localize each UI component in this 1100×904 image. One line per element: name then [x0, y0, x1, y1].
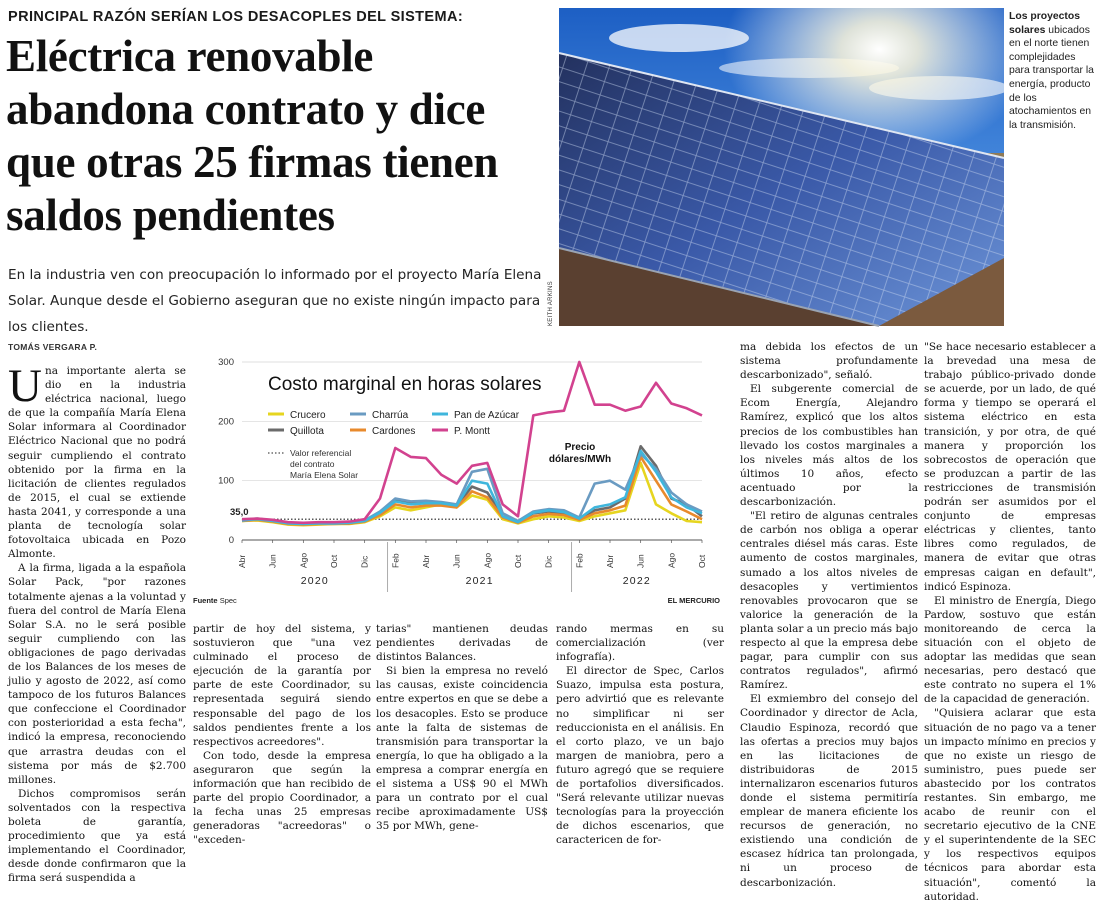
body-column-2 — [193, 622, 371, 848]
legend-label: Charrúa — [372, 410, 409, 421]
paragraph: A la firma, ligada a la española Solar Pack, "por razones totalmente ajenas a la voluntad y fuera del control de María Elena Solar S.A. no le será posible seguir cumpliendo con las obligaciones de pago derivadas de los Balances de los meses de julio y agosto de 2022, así como tampoco de los futuros Balances que confeccione el Coordinador con posterioridad a esta fecha", indicó la empresa, reconociendo que arrastra deudas con el sistema por más de $2.700 millones. — [8, 562, 186, 786]
paragraph: "El retiro de algunas centrales de carbón nos obliga a operar centrales diésel más caras. Este aumento de costos marginales, sumado a los altos niveles de desacoples y vertimientos renovables provocaron que se valorice la generación de la planta solar a un precio más bajo respecto al que la empresa debe pagar, para cumplir con sus contratos regulados", afirmó Ramírez. — [740, 510, 918, 692]
y-tick-label: 200 — [218, 416, 234, 428]
x-tick-label: Jun — [451, 554, 462, 568]
drop-cap: U — [8, 360, 42, 412]
x-tick-label: Dic — [359, 555, 370, 568]
paragraph: Una importante alerta se dio en la industria eléctrica nacional, luego de que la compañía María Elena Solar informara al Coordinador Eléctrico Nacional que no podrá seguir cumpliendo el contrato obtenido por la firma en la licitación de clientes regulados de 2015, el cual se extiende hasta 2041, y corresponde a una planta de tecnología solar fotovoltaica ubicada en Pozo Almonte. — [8, 360, 186, 561]
body-column-3 — [376, 622, 548, 833]
paragraph: tarias" mantienen deudas pendientes derivadas de distintos Balances. — [376, 623, 548, 664]
chart-title: Costo marginal en horas solares — [268, 374, 542, 395]
paragraph: El subgerente comercial de Ecom Energía, Alejandro Ramírez, explicó que los altos precios de los combustibles han llevado los costos marginales a los niveles más altos de los últimos 10 años, efecto acentuado por la descarbonización. — [740, 383, 918, 509]
article-kicker: PRINCIPAL RAZÓN SERÍAN LOS DESACOPLES DEL SISTEMA: — [8, 9, 464, 25]
legend-label: Pan de Azúcar — [454, 410, 520, 421]
paragraph: Dichos compromisos serán solventados con la respectiva boleta de garantía, procedimiento que ya está implementando el Coordinador, desde donde confirmaron que la firma será suspendida a — [8, 787, 186, 885]
photo-caption-bold: Los proyectos solares — [1009, 11, 1081, 36]
y-tick-label: 300 — [218, 357, 234, 368]
body-column-5 — [740, 340, 918, 890]
photo-caption-text: ubicados en el norte tienen complejidades para transportar la energía, producto de los atochamientos en la transmisión. — [1009, 24, 1094, 131]
x-tick-label: Ago — [298, 552, 309, 568]
y-tick-label: 100 — [218, 475, 234, 487]
x-tick-label: Oct — [697, 554, 707, 568]
x-tick-label: Jun — [635, 554, 646, 568]
body-column-4 — [556, 622, 724, 848]
solar-panels-illustration — [559, 8, 1004, 326]
paragraph: Con todo, desde la empresa aseguraron que según la información que han recibido de parte del propio Coordinador, a la fecha unas 25 empresas generadoras "acreedoras" o "exceden- — [193, 749, 371, 847]
marginal-cost-chart — [190, 340, 720, 608]
photo-caption — [1009, 10, 1095, 132]
reference-value-label: 35,0 — [230, 507, 249, 519]
reference-legend-label — [290, 448, 358, 480]
year-label: 2020 — [300, 575, 329, 587]
y-axis-label-line: dólares/MWh — [548, 454, 612, 465]
legend-label: Cardones — [372, 426, 416, 437]
chart-brand: EL MERCURIO — [667, 596, 720, 605]
solar-panels-photo — [559, 8, 1004, 326]
x-tick-label: Feb — [390, 553, 401, 568]
byline: TOMÁS VERGARA P. — [8, 342, 98, 352]
x-tick-label: Abr — [237, 554, 247, 568]
article-deck: En la industria ven con preocupación lo informado por el proyecto María Elena Solar. Aunque desde el Gobierno aseguran que no existe ningún impacto para los clientes. — [8, 267, 542, 335]
y-axis-label — [549, 442, 611, 465]
x-tick-label: Dic — [543, 555, 554, 568]
reference-legend-line: María Elena Solar — [290, 470, 359, 480]
paragraph: El director de Spec, Carlos Suazo, impulsa esta postura, pero advirtió que es relevante no simplificar ni ser reduccionista en el análisis. En el corto plazo, ve un bajo margen de maniobra, pero a futuro agregó que se requiere de portafolios diversificados. "Será relevante utilizar nuevas tecnologías para la proyección de dichos escenarios, que caractericen de for- — [556, 665, 724, 847]
year-label: 2022 — [622, 575, 651, 587]
chart-svg — [190, 340, 720, 596]
paragraph: partir de hoy del sistema, y sostuvieron que "una vez culminado el proceso de ejecución de la garantía por parte de este Coordinador, su representada seguirá siendo responsable del pago de los saldos pendientes frente a los respectivos acreedores". — [193, 623, 371, 748]
body-column-6 — [924, 340, 1096, 904]
x-tick-label: Abr — [421, 554, 431, 568]
paragraph: El ministro de Energía, Diego Pardow, sostuvo que están monitoreando de cerca la situación con el objeto de adoptar las medidas que sean necesarias, pero destacó que este contrato no supera el 1% de la capacidad de generación. — [924, 594, 1096, 706]
paragraph: ma debida los efectos de un sistema profundamente descarbonizado", señaló. — [740, 341, 918, 382]
y-axis-label-line: Precio — [564, 442, 596, 453]
x-tick-label: Feb — [574, 553, 585, 568]
body-column-1 — [8, 360, 186, 885]
chart-source: Fuente Spec — [193, 596, 237, 605]
paragraph: "Quisiera aclarar que esta situación de no pago va a tener un impacto mínimo en precios y que no existe un riesgo de suministro, pues puede ser abastecido por los contratos restantes. Sin embargo, me acabo de reunir con el secretario ejecutivo de la CNE y el superintendente de la SEC y los respectivos equipos técnicos para abordar esta situación", comentó la autoridad. — [924, 707, 1096, 903]
y-tick-label: 0 — [228, 535, 234, 546]
paragraph: "Se hace necesario establecer a la brevedad una mesa de trabajo público-privado donde se acuerde, por un lado, de qué forma y tiempo se operará el sistema eléctrico en esta transición, y por otra, de qué manera y proporción los sobrecostos de operación que se produzcan a partir de las restricciones de transmisión podrán ser asumidos por el conjunto de empresas eléctricas y clientes, tanto libres como regulados, de manera de evitar que otras empresas caigan en default", indicó Espinoza. — [924, 341, 1096, 593]
legend-label: P. Montt — [454, 426, 490, 437]
reference-legend-line: Valor referencial — [290, 448, 352, 458]
article-headline: Eléctrica renovable abandona contrato y dice que otras 25 firmas tienen saldos pendientes — [6, 31, 499, 240]
photo-credit: KEITH ARKINS — [548, 281, 554, 326]
x-tick-label: Abr — [605, 554, 615, 568]
paragraph: El exmiembro del consejo del Coordinador y director de Acla, Claudio Espinoza, recordó que las ofertas a precios muy bajos en las licitaciones de distribuidoras de 2015 internalizaron escenarios futuros donde el sistema permitiría emplear de manera eficiente los recursos de generación, no existiendo una condición de escasez hídrica tan prolongada, ni un proceso de descarbonización. — [740, 693, 918, 889]
year-label: 2021 — [465, 575, 494, 587]
x-tick-label: Ago — [666, 552, 677, 568]
x-tick-label: Jun — [267, 554, 278, 568]
reference-legend-line: del contrato — [290, 459, 335, 469]
paragraph: Si bien la empresa no reveló las causas, existe coincidencia entre expertos en que se debe a los desacoples. Esto se produce ante la falta de sistemas de transmisión para transportar la energía, lo que ha obligado a la empresa a comprar energía en el sistema a US$ 90 el MWh para un contrato por el cual recibe aproximadamente US$ 35 por MWh, gene- — [376, 665, 548, 833]
paragraph: rando mermas en su comercialización (ver infografía). — [556, 623, 724, 664]
x-tick-label: Oct — [513, 554, 523, 568]
legend-label: Quillota — [290, 426, 324, 437]
x-tick-label: Oct — [329, 554, 339, 568]
x-tick-label: Ago — [482, 552, 493, 568]
legend-label: Crucero — [290, 410, 326, 421]
